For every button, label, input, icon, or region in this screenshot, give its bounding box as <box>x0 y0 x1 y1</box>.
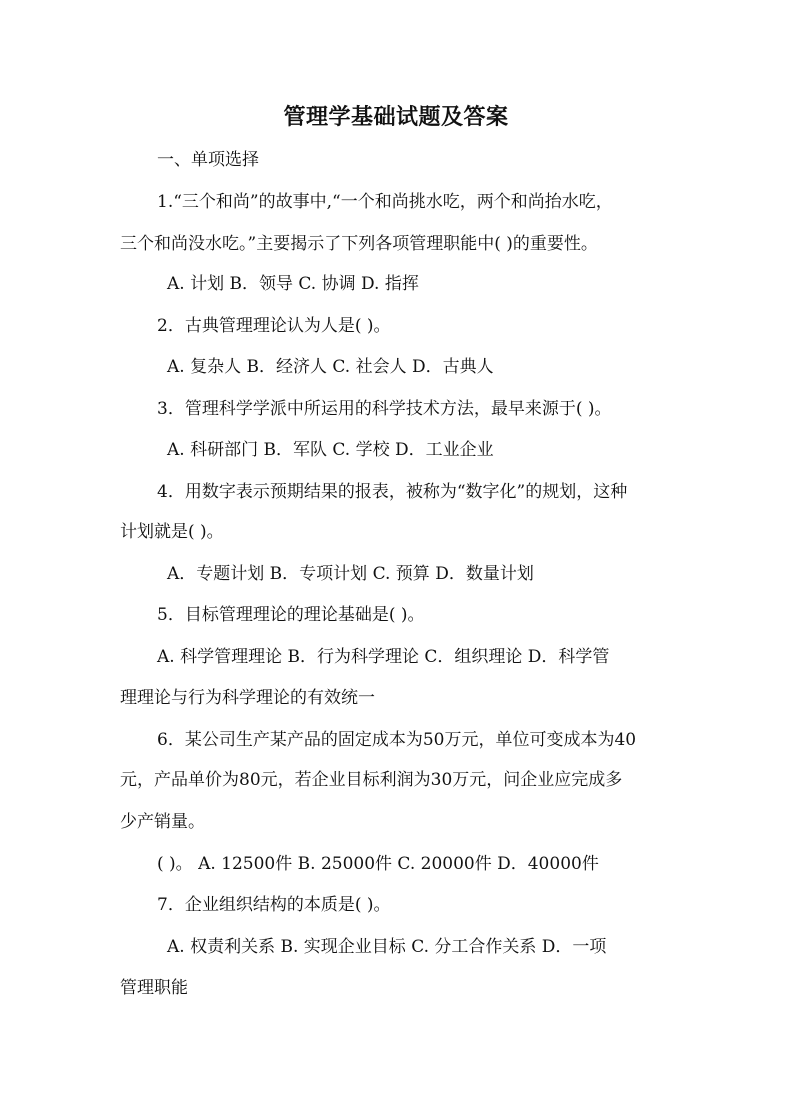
question-1-text-cont: 三个和尚没水吃。”主要揭示了下列各项管理职能中( )的重要性。 <box>120 234 598 254</box>
question-5-options: A. 科学管理理论 B．行为科学理论 C．组织理论 D．科学管 <box>157 647 610 667</box>
question-7-options: A. 权责利关系 B. 实现企业目标 C. 分工合作关系 D．一项 <box>167 937 607 957</box>
question-6-options: ( )。 A. 12500件 B. 25000件 C. 20000件 D．40000件 <box>157 854 599 874</box>
question-5-text: 5．目标管理理论的理论基础是( )。 <box>157 605 425 625</box>
question-2-options: A. 复杂人 B．经济人 C. 社会人 D．古典人 <box>167 357 494 377</box>
question-6-text-cont-2: 少产销量。 <box>120 812 205 832</box>
question-1-text: 1.“三个和尚”的故事中,“一个和尚挑水吃，两个和尚抬水吃， <box>157 192 613 212</box>
question-3-text: 3．管理科学学派中所运用的科学技术方法，最早来源于( )。 <box>157 399 612 419</box>
question-7-options-cont: 管理职能 <box>120 978 188 998</box>
section-heading: 一、单项选择 <box>157 150 259 170</box>
question-6-text: 6．某公司生产某产品的固定成本为50万元，单位可变成本为40 <box>157 730 637 750</box>
question-6-text-cont: 元，产品单价为80元，若企业目标利润为30万元，问企业应完成多 <box>120 770 623 790</box>
question-4-text-cont: 计划就是( )。 <box>120 522 224 542</box>
question-3-options: A. 科研部门 B．军队 C. 学校 D．工业企业 <box>167 440 494 460</box>
question-4-options: A．专题计划 B．专项计划 C. 预算 D．数量计划 <box>167 564 534 584</box>
question-7-text: 7．企业组织结构的本质是( )。 <box>157 895 391 915</box>
question-1-options: A. 计划 B．领导 C. 协调 D. 指挥 <box>167 274 419 294</box>
document-title: 管理学基础试题及答案 <box>283 104 509 130</box>
question-5-options-cont: 理理论与行为科学理论的有效统一 <box>120 688 375 708</box>
question-4-text: 4．用数字表示预期结果的报表，被称为“数字化”的规划，这种 <box>157 482 628 502</box>
question-2-text: 2．古典管理理论认为人是( )。 <box>157 316 391 336</box>
